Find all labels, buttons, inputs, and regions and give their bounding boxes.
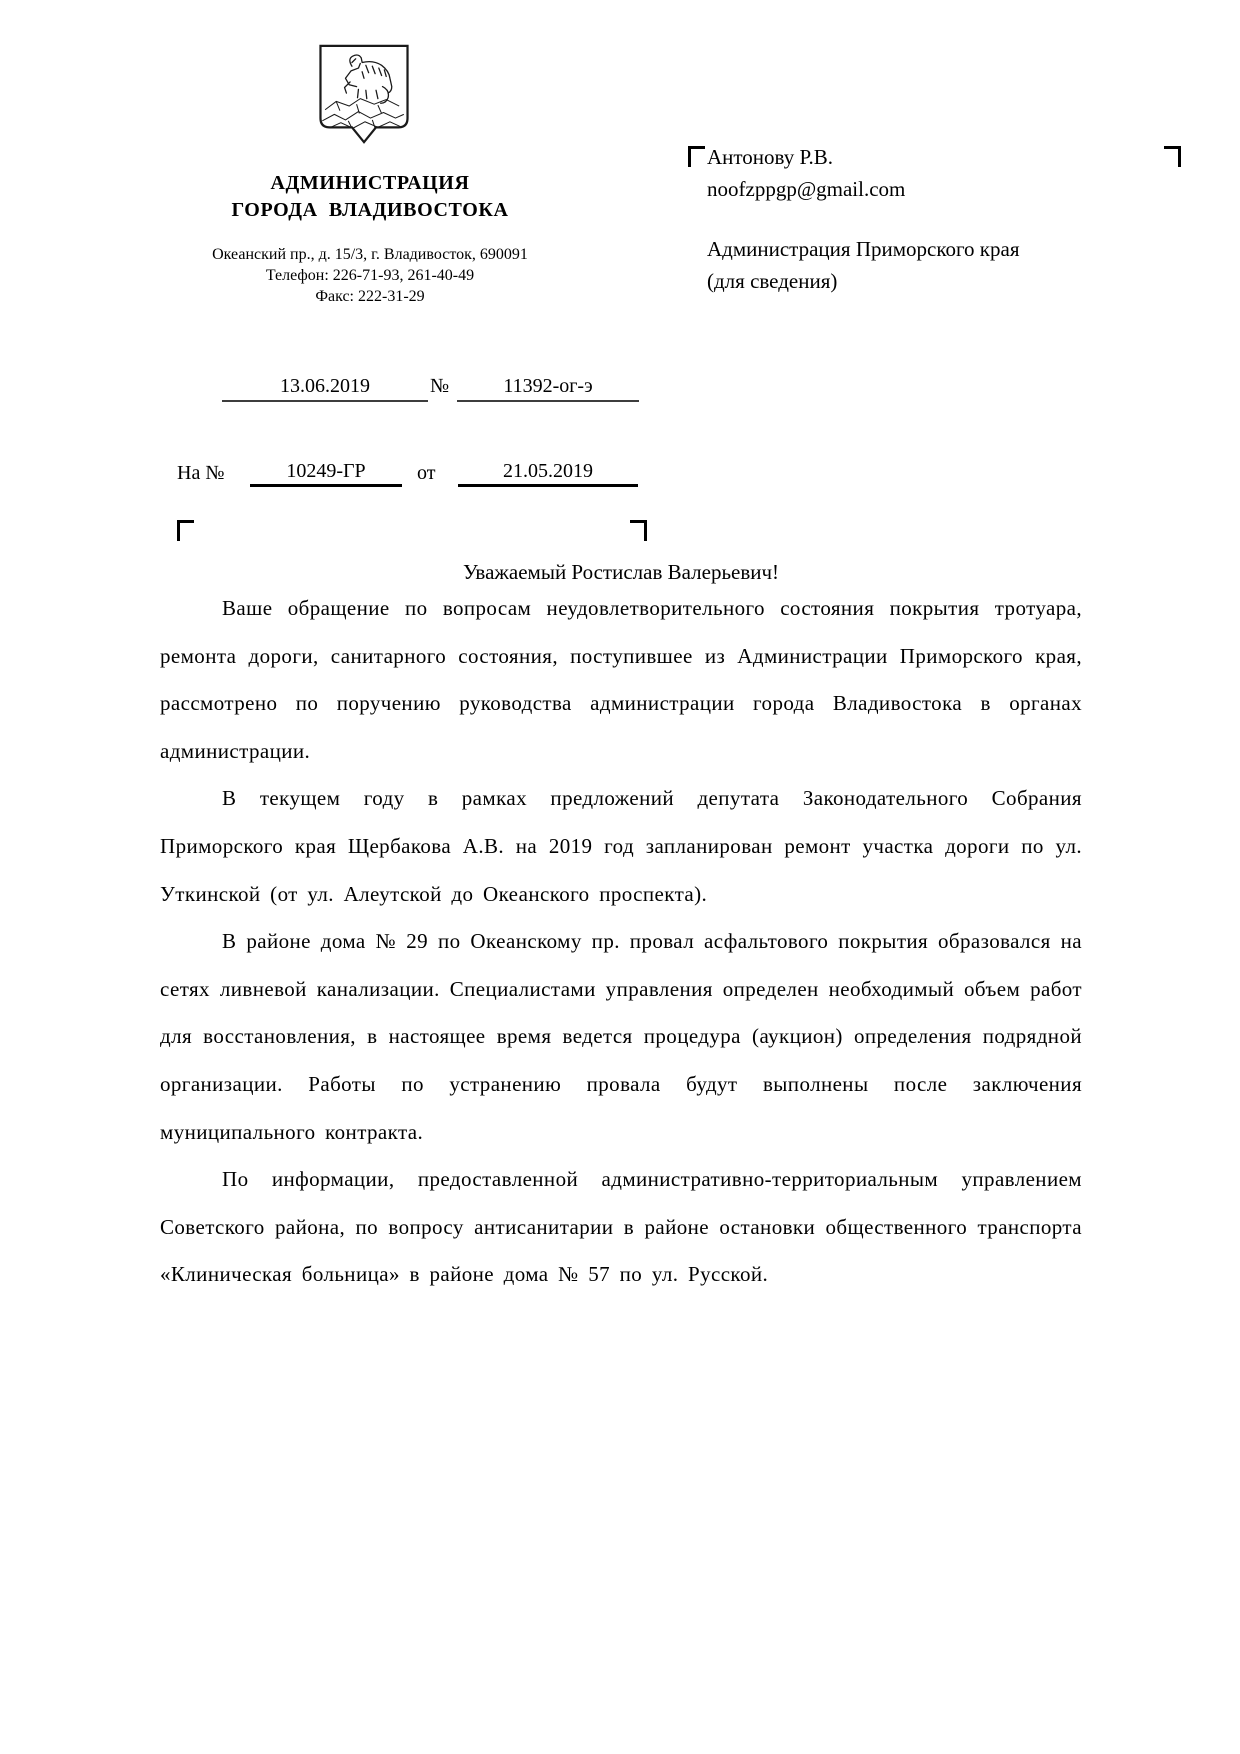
sender-address: Океанский пр., д. 15/3, г. Владивосток, 690091 [212,246,528,263]
sender-contact-block [130,244,610,307]
sender-org-name [130,170,610,224]
letter-body [160,585,1082,1299]
letter-paragraph: По информации, предоставленной административно-территориальным управлением Советского района, по вопросу антисанитарии в районе остановки общественного транспорта «Клиническая больница» в районе дома № 57 по ул. Русской. [160,1167,1082,1287]
letter-paragraph: Ваше обращение по вопросам неудовлетворительного состояния покрытия тротуара, ремонта дороги, санитарного состояния, поступившее из Администрации Приморского края, рассмотрено по поручению руководства администрации города Владивостока в органах администрации. [160,596,1082,763]
recipient-name: Антонову Р.В. [707,145,834,169]
recipient-block [707,141,1177,297]
from-label: от [417,462,436,484]
letter-paragraph: В текущем году в рамках предложений депутата Законодательного Собрания Приморского края Щербакова А.В. на 2019 год запланирован ремонт участка дороги по ул. Уткинской (от ул. Алеутской до Океанского проспекта). [160,786,1082,906]
incoming-number-field: 10249-ГР [250,460,402,487]
address-zone-open-bracket [177,520,194,541]
address-zone-close-bracket [630,520,647,541]
incoming-date-field: 21.05.2019 [458,460,638,487]
letter-paragraph: В районе дома № 29 по Океанскому пр. провал асфальтового покрытия образовался на сетях ливневой канализации. Специалистами управления определен необходимый объем работ для восстановления, в настоящее время ведется процедура (аукцион) определения подрядной организации. Работы по устранению провала будут выполнены после заключения муниципального контракта. [160,929,1082,1144]
recipient-email: noofzppgp@gmail.com [707,177,906,201]
recipient-zone-open-bracket [688,146,705,167]
sender-phone: Телефон: 226-71-93, 261-40-49 [265,267,475,284]
recipient-spacer [707,205,1177,233]
reply-prefix-label: На № [177,462,225,484]
sender-org-line2: ГОРОДА ВЛАДИВОСТОКА [231,199,509,221]
recipient-note: (для сведения) [707,269,838,293]
outgoing-number-field: 11392-ог-э [457,375,639,402]
vladivostok-coat-of-arms-icon [316,44,412,144]
sender-org-line1: АДМИНИСТРАЦИЯ [270,172,470,194]
recipient-org: Администрация Приморского края [707,237,1020,261]
sender-fax: Факс: 222-31-29 [315,288,425,305]
number-sign: № [430,375,450,397]
outgoing-date-field: 13.06.2019 [222,375,428,402]
salutation: Уважаемый Ростислав Валерьевич! [462,560,780,584]
